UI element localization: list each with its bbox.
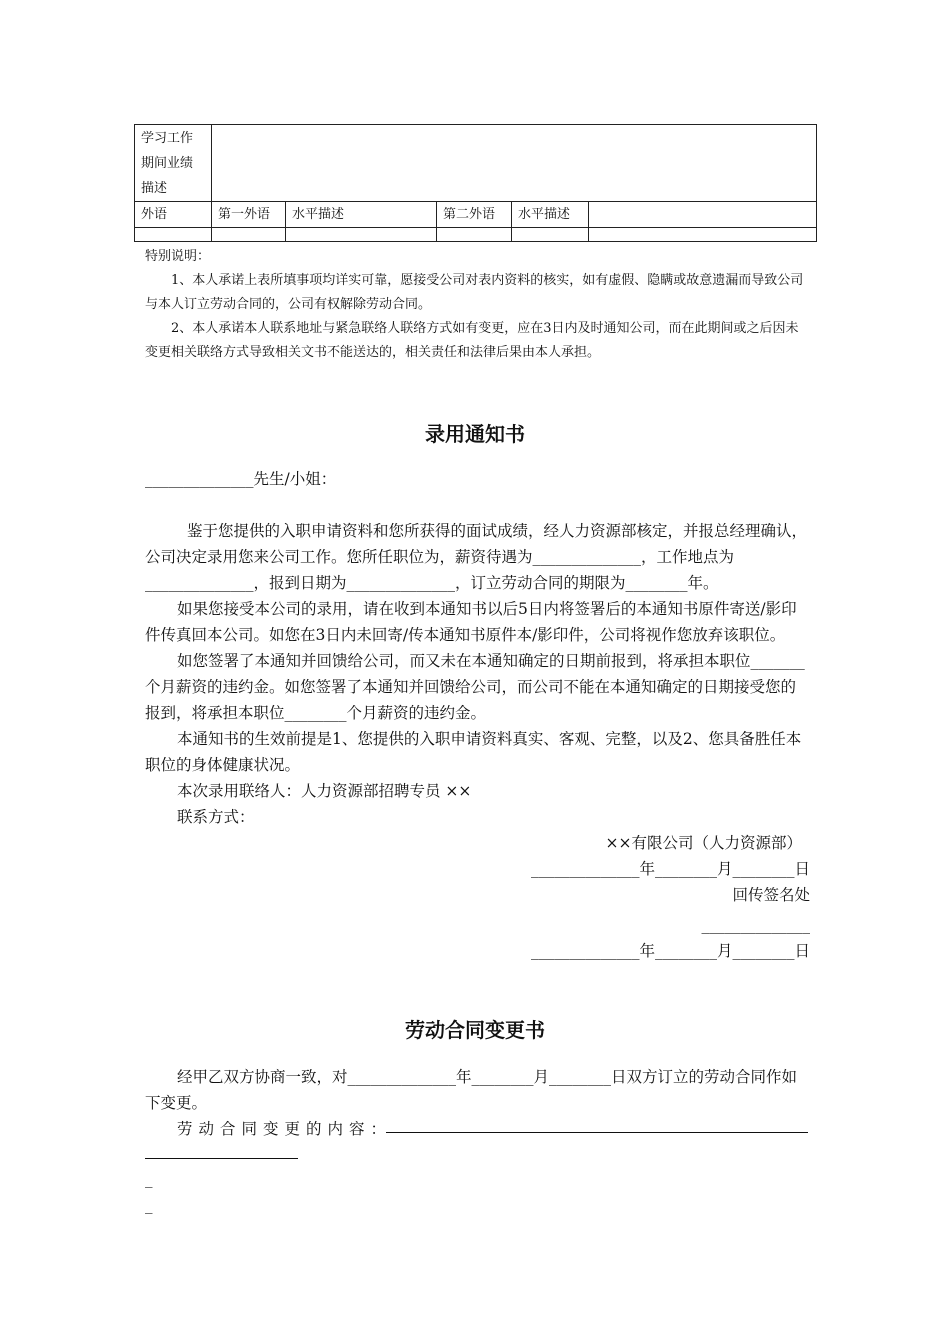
table-row xyxy=(135,202,817,228)
offer-paragraph-3: 如您签署了本通知并回馈给公司，而又未在本通知确定的日期前报到，将承担本职位_______个月薪资的违约金。如您签署了本通知并回馈给公司，而公司不能在本通知确定的日期接受您的报到，将承担本职位________个月薪资的违约金。 xyxy=(145,652,805,722)
contact-person: 本次录用联络人：人力资源部招聘专员 ×× xyxy=(177,782,472,800)
change-content-line-2 xyxy=(145,1158,298,1159)
salutation: ______________先生/小姐： xyxy=(145,470,337,488)
note-item-1: 1、本人承诺上表所填事项均详实可靠，愿接受公司对表内资料的核实，如有虚假、隐瞒或故意遗漏而导致公司与本人订立劳动合同的，公司有权解除劳动合同。 xyxy=(145,273,804,312)
applicant-info-table xyxy=(134,124,817,242)
table-row xyxy=(135,228,817,242)
blank-line-2: _ xyxy=(145,1196,153,1214)
change-content-line xyxy=(386,1132,808,1133)
offer-paragraph-1: 鉴于您提供的入职申请资料和您所获得的面试成绩，经人力资源部核定，并报总经理确认，公司决定录用您来公司工作。您所任职位为，薪资待遇为______________，工作地点为______________，报到日期为______________，订立劳动合同的期限为________年。 xyxy=(145,522,808,592)
language-label: 外语 xyxy=(135,202,212,228)
note-item-2: 2、本人承诺本人联系地址与紧急联络人联络方式如有变更，应在3日内及时通知公司，而在此期间或之后因未变更相关联络方式导致相关文书不能送达的，相关责任和法律后果由本人承担。 xyxy=(145,321,799,360)
special-notes xyxy=(145,245,810,365)
change-content-label: 劳动合同变更的内容： xyxy=(177,1120,393,1138)
notes-heading: 特别说明： xyxy=(145,249,211,264)
issue-date: ______________年________月________日 xyxy=(530,860,810,878)
company-name: ××有限公司（人力资源部） xyxy=(605,834,802,852)
contract-change-title: 劳动合同变更书 xyxy=(405,1018,545,1042)
offer-paragraph-2: 如果您接受本公司的录用，请在收到本通知书以后5日内将签署后的本通知书原件寄送/影印件传真回本公司。如您在3日内未回寄/传本通知书原件本/影印件，公司将视作您放弃该职位。 xyxy=(145,600,797,644)
performance-cell xyxy=(212,125,817,202)
level-description-cell xyxy=(589,202,817,228)
change-paragraph-1: 经甲乙双方协商一致，对______________年________月________日双方订立的劳动合同作如下变更。 xyxy=(145,1068,798,1112)
level-description-label-1: 水平描述 xyxy=(286,202,437,228)
first-language-label: 第一外语 xyxy=(212,202,286,228)
blank-line-1: _ xyxy=(145,1170,153,1188)
offer-letter-body xyxy=(145,466,810,964)
contact-method: 联系方式： xyxy=(177,808,255,826)
return-signature-line: ______________ xyxy=(701,916,810,934)
table-row xyxy=(135,125,817,202)
contract-change-body xyxy=(145,1064,810,1142)
offer-letter-title: 录用通知书 xyxy=(425,422,525,446)
level-description-label-2: 水平描述 xyxy=(512,202,589,228)
offer-paragraph-4: 本通知书的生效前提是1、您提供的入职申请资料真实、客观、完整，以及2、您具备胜任本职位的身体健康状况。 xyxy=(145,730,802,774)
return-signature-label: 回传签名处 xyxy=(732,886,810,904)
return-date: ______________年________月________日 xyxy=(530,942,810,960)
second-language-label: 第二外语 xyxy=(437,202,512,228)
performance-label: 学习工作期间业绩描述 xyxy=(135,125,212,202)
